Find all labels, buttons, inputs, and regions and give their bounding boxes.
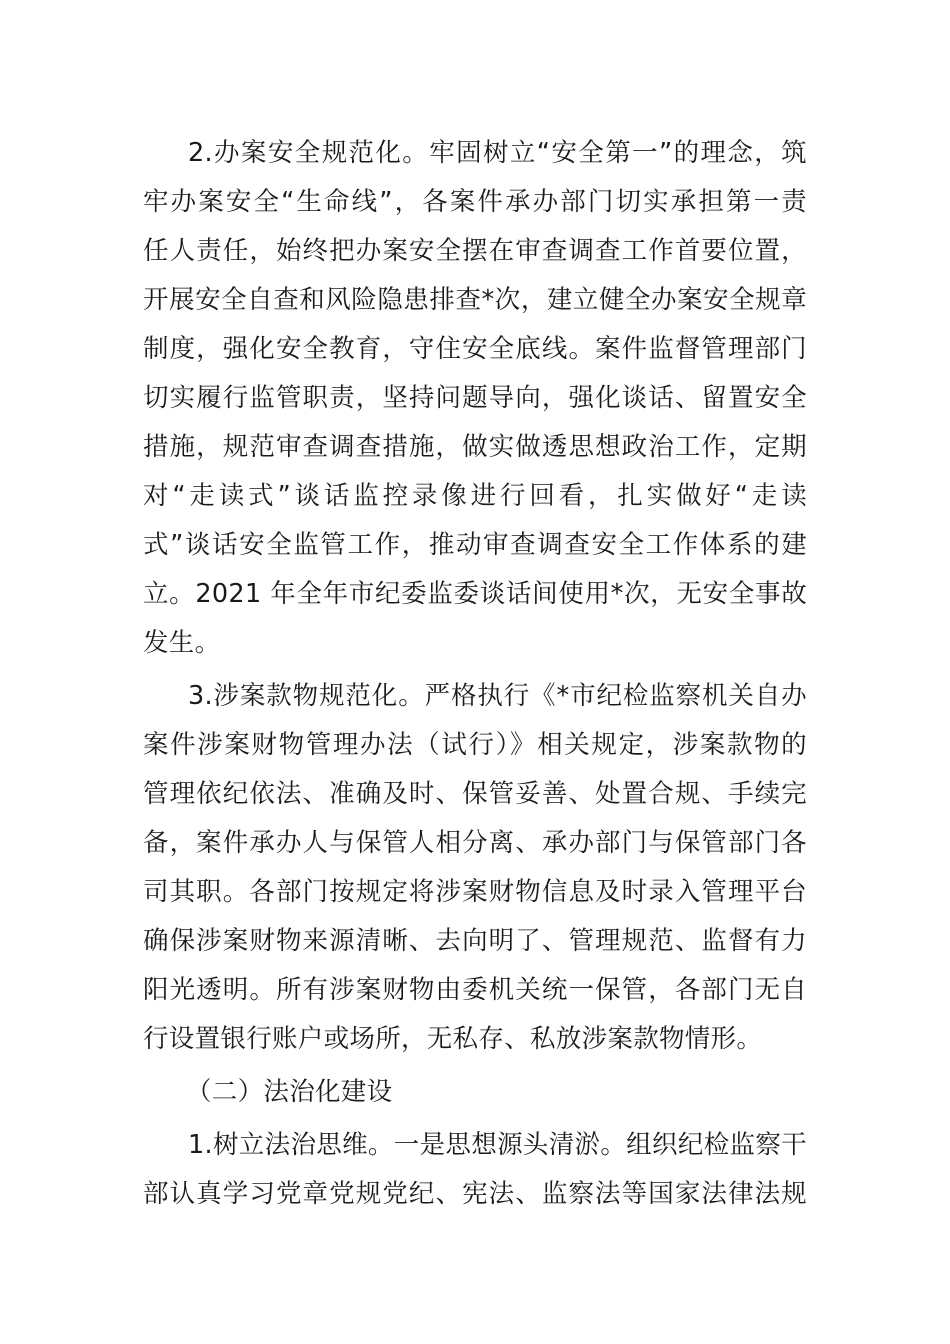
text-line-22: 部认真学习党章党规党纪、宪法、监察法等国家法律法规 xyxy=(143,1179,807,1209)
text-line-15: 备，案件承办人与保管人相分离、承办部门与保管部门各 xyxy=(143,828,807,858)
text-line-12: 3.涉案款物规范化。严格执行《*市纪检监察机关自办 xyxy=(188,681,807,711)
text-line-3: 任人责任，始终把办案安全摆在审查调查工作首要位置， xyxy=(143,236,807,266)
text-line-4: 开展安全自查和风险隐患排查*次，建立健全办案安全规章 xyxy=(143,285,807,315)
text-line-2: 牢办案安全“生命线”，各案件承办部门切实承担第一责 xyxy=(143,187,807,217)
text-line-9: 式”谈话安全监管工作，推动审查调查安全工作体系的建 xyxy=(143,530,807,560)
text-line-18: 阳光透明。所有涉案财物由委机关统一保管，各部门无自 xyxy=(143,975,807,1005)
text-line-7: 措施，规范审查调查措施，做实做透思想政治工作，定期 xyxy=(143,432,807,462)
text-line-13: 案件涉案财物管理办法（试行）》相关规定，涉案款物的 xyxy=(143,730,807,760)
text-line-16: 司其职。各部门按规定将涉案财物信息及时录入管理平台 xyxy=(143,877,807,907)
text-line-21: 1.树立法治思维。一是思想源头清淤。组织纪检监察干 xyxy=(188,1130,807,1160)
text-line-17: 确保涉案财物来源清晰、去向明了、管理规范、监督有力 xyxy=(143,926,807,956)
text-line-8: 对“走读式”谈话监控录像进行回看，扎实做好“走读 xyxy=(143,481,807,511)
text-line-6: 切实履行监管职责，坚持问题导向，强化谈话、留置安全 xyxy=(143,383,807,413)
text-line-11: 发生。 xyxy=(143,628,221,658)
text-line-5: 制度，强化安全教育，守住安全底线。案件监督管理部门 xyxy=(143,334,807,364)
text-line-19: 行设置银行账户或场所，无私存、私放涉案款物情形。 xyxy=(143,1024,763,1054)
text-line-10: 立。2021 年全年市纪委监委谈话间使用*次，无安全事故 xyxy=(143,579,807,609)
text-line-1: 2.办案安全规范化。牢固树立“安全第一”的理念，筑 xyxy=(188,138,807,168)
text-line-14: 管理依纪依法、准确及时、保管妥善、处置合规、手续完 xyxy=(143,779,807,809)
section-heading: （二）法治化建设 xyxy=(186,1077,393,1107)
